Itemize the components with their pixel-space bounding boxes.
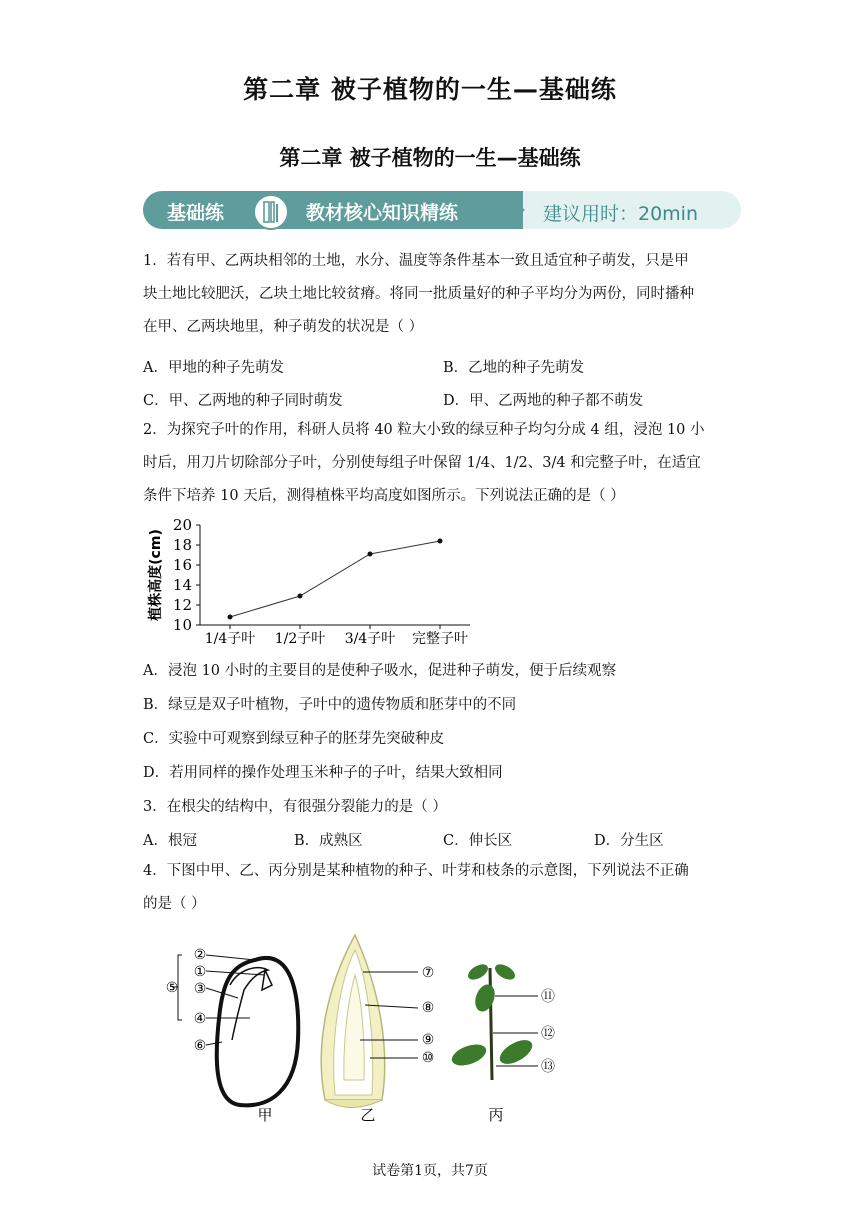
- twig-diagram: [449, 961, 555, 1124]
- q4-stem: [143, 855, 689, 921]
- seed-marker: ⑤: [165, 980, 179, 996]
- q1-option-c: C．甲、乙两地的种子同时萌发: [143, 393, 343, 409]
- page-subtitle: 第二章 被子植物的一生—基础练: [279, 146, 581, 170]
- bud-marker: ⑦: [421, 965, 435, 981]
- twig-marker: ⑬: [541, 1059, 555, 1075]
- seed-marker: ④: [193, 1011, 207, 1027]
- y-tick-label: 12: [172, 596, 192, 614]
- height-line-chart: [140, 515, 480, 650]
- twig-marker: ⑪: [541, 989, 555, 1005]
- banner-section: 教材核心知识精练: [306, 202, 459, 224]
- q2-stem: [143, 414, 705, 513]
- q3-option-b: B．成熟区: [294, 833, 363, 849]
- series-line: [230, 541, 440, 617]
- page-title: 第二章 被子植物的一生—基础练: [243, 75, 617, 104]
- bud-marker: ⑧: [421, 1000, 435, 1016]
- q3-option-c: C．伸长区: [443, 833, 513, 849]
- q1-line: 在甲、乙两块地里，种子萌发的状况是（ ）: [143, 319, 424, 335]
- data-point: [228, 615, 233, 620]
- book-icon: [253, 194, 289, 230]
- q2-option-b: B．绿豆是双子叶植物，子叶中的遗传物质和胚芽中的不同: [143, 697, 517, 713]
- figure-label-jia: 甲: [257, 1106, 273, 1124]
- q1-option-a: A．甲地的种子先萌发: [143, 360, 284, 376]
- seed-marker: ②: [193, 947, 207, 963]
- q3-option-a: A．根冠: [143, 833, 197, 849]
- q3-stem: 3．在根尖的结构中，有很强分裂能力的是（ ）: [143, 799, 447, 815]
- q2-line: 时后，用刀片切除部分子叶，分别使每组子叶保留 1/4、1/2、3/4 和完整子叶，在适宜: [143, 455, 701, 471]
- leaf-bud-diagram: [321, 935, 434, 1124]
- y-tick-label: 20: [172, 516, 192, 534]
- y-tick-label: 14: [172, 576, 192, 594]
- q1-line: 块土地比较肥沃，乙块土地比较贫瘠。将同一批质量好的种子平均分为两份，同时播种: [143, 286, 694, 302]
- bud-marker: ⑩: [421, 1050, 435, 1066]
- banner-time: 建议用时：20min: [543, 203, 699, 225]
- q1-option-d: D．甲、乙两地的种子都不萌发: [443, 393, 644, 409]
- page-footer: 试卷第1页，共7页: [372, 1163, 488, 1179]
- q2-line: 2．为探究子叶的作用，科研人员将 40 粒大小致的绿豆种子均匀分成 4 组，浸泡 10 小: [143, 422, 705, 438]
- banner-tag: 基础练: [167, 202, 225, 224]
- q3-option-d: D．分生区: [594, 833, 664, 849]
- q1-line: 1．若有甲、乙两块相邻的土地，水分、温度等条件基本一致且适宜种子萌发，只是甲: [143, 253, 689, 269]
- twig-marker: ⑫: [541, 1026, 555, 1042]
- seed-marker: ③: [193, 981, 207, 997]
- seed-diagram: [166, 947, 299, 1124]
- q2-option-c: C．实验中可观察到绿豆种子的胚芽先突破种皮: [143, 731, 445, 747]
- q4-line: 的是（ ）: [143, 896, 206, 912]
- data-point: [438, 539, 443, 544]
- y-tick-label: 16: [172, 556, 192, 574]
- seed-marker: ①: [193, 964, 207, 980]
- seed-marker: ⑥: [193, 1038, 207, 1054]
- q2-option-a: A．浸泡 10 小时的主要目的是使种子吸水，促进种子萌发，便于后续观察: [143, 663, 617, 679]
- banner-arrow: [503, 191, 525, 229]
- plant-structure-figure: [160, 930, 600, 1130]
- x-tick-label: 1/2子叶: [274, 631, 326, 647]
- y-axis-label: 植株高度(cm): [148, 529, 164, 621]
- figure-label-yi: 乙: [360, 1106, 376, 1124]
- section-banner: [143, 191, 741, 229]
- q1-stem: [143, 245, 694, 344]
- q1-option-b: B．乙地的种子先萌发: [443, 360, 585, 376]
- bud-marker: ⑨: [421, 1032, 435, 1048]
- q2-line: 条件下培养 10 天后，测得植株平均高度如图所示。下列说法正确的是（ ）: [143, 488, 625, 504]
- data-point: [368, 552, 373, 557]
- x-tick-label: 3/4子叶: [344, 631, 396, 647]
- y-tick-label: 18: [172, 536, 192, 554]
- figure-label-bing: 丙: [488, 1106, 504, 1124]
- data-point: [298, 594, 303, 599]
- y-tick-label: 10: [172, 616, 192, 634]
- q2-option-d: D．若用同样的操作处理玉米种子的子叶，结果大致相同: [143, 765, 503, 781]
- x-tick-label: 完整子叶: [412, 631, 468, 647]
- q4-line: 4．下图中甲、乙、丙分别是某种植物的种子、叶芽和枝条的示意图，下列说法不正确: [143, 863, 689, 879]
- x-tick-label: 1/4子叶: [204, 631, 256, 647]
